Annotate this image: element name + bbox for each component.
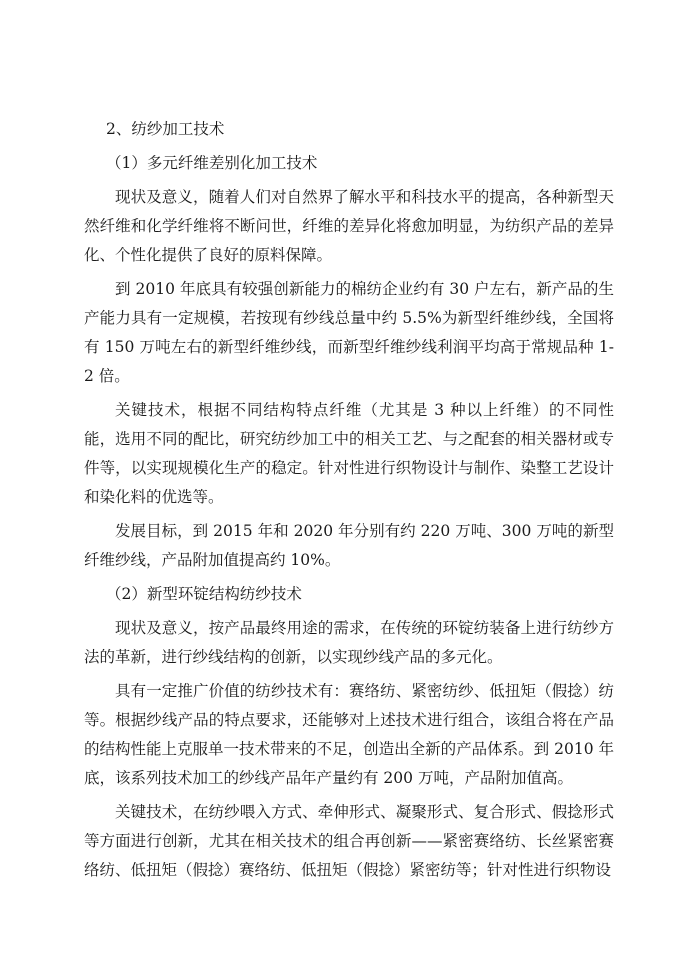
section-heading: 2、纺纱加工技术 bbox=[106, 120, 225, 138]
paragraph: 关键技术，在纺纱喂入方式、牵伸形式、凝聚形式、复合形式、假捻形式等方面进行创新，尤其在相关技术的组合再创新——紧密赛络纺、长丝紧密赛络纺、低扭矩（假捻）赛络纺、低扭矩（假捻）紧密纺等；针对性进行织物设 bbox=[84, 803, 614, 879]
paragraph: 现状及意义，按产品最终用途的需求，在传统的环锭纺装备上进行纺纱方法的革新，进行纱线结构的创新，以实现纱线产品的多元化。 bbox=[84, 619, 614, 666]
paragraph: 关键技术，根据不同结构特点纤维（尤其是 3 种以上纤维）的不同性能，选用不同的配比，研究纺纱加工中的相关工艺、与之配套的相关器材或专件等，以实现规模化生产的稳定。针对性进行织物设计与制作、染整工艺设计和染化料的优选等。 bbox=[84, 401, 614, 506]
paragraph: 现状及意义，随着人们对自然界了解水平和科技水平的提高，各种新型天然纤维和化学纤维将不断问世，纤维的差异化将愈加明显，为纺织产品的差异化、个性化提供了良好的原料保障。 bbox=[84, 188, 614, 264]
paragraph: 到 2010 年底具有较强创新能力的棉纺企业约有 30 户左右，新产品的生产能力具有一定规模，若按现有纱线总量中约 5.5%为新型纤维纱线，全国将有 150 万吨左右的新型纤维纱线，而新型纤维纱线利润平均高于常规品种 1-2 倍。 bbox=[84, 280, 614, 385]
paragraph: 发展目标，到 2015 年和 2020 年分别有约 220 万吨、300 万吨的新型纤维纱线，产品附加值提高约 10%。 bbox=[84, 522, 614, 569]
subsection-heading-1: （1）多元纤维差别化加工技术 bbox=[106, 154, 318, 172]
subsection-heading-2: （2）新型环锭结构纺纱技术 bbox=[106, 585, 302, 603]
document-body bbox=[84, 115, 614, 885]
paragraph: 具有一定推广价值的纺纱技术有：赛络纺、紧密纺纱、低扭矩（假捻）纺等。根据纱线产品的特点要求，还能够对上述技术进行组合，该组合将在产品的结构性能上克服单一技术带来的不足，创造出全新的产品体系。到 2010 年底，该系列技术加工的纱线产品年产量约有 200 万吨，产品附加值高。 bbox=[84, 682, 614, 787]
